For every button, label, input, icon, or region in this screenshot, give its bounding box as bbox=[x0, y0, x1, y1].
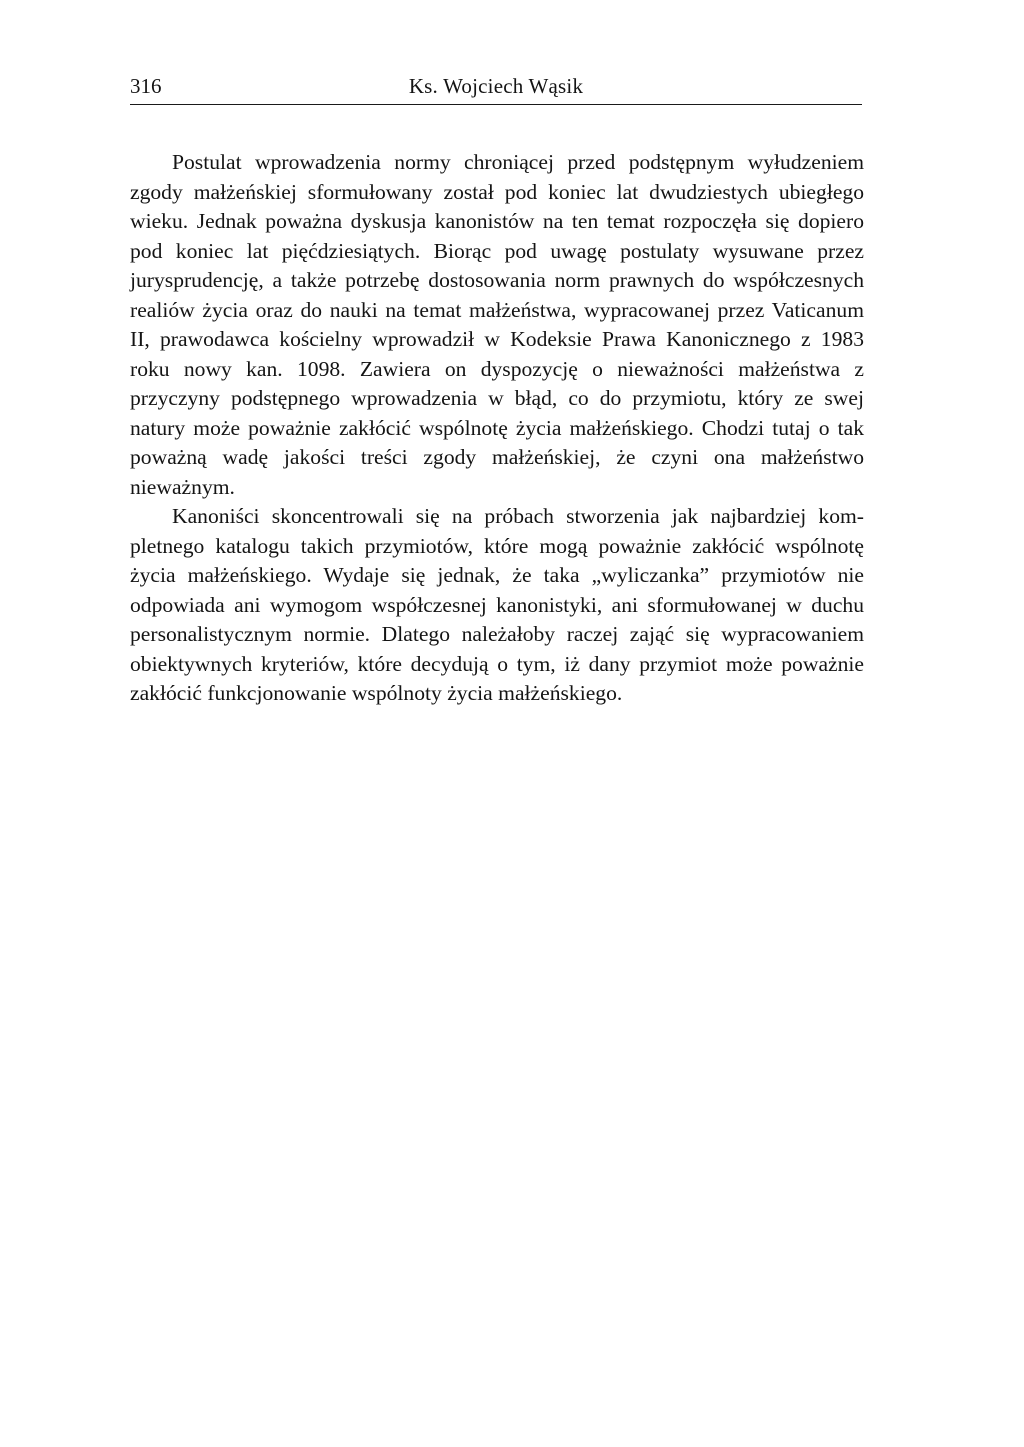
header-author: Ks. Wojciech Wąsik bbox=[408, 74, 584, 98]
paragraph-1: Postulat wprowadzenia normy chroniącej przed podstępnym wyłudzeniem zgody małżeńskiej sformułowany został pod koniec lat dwudziestych ubiegłego wieku. Jednak poważna dyskusja kanonistów na ten temat rozpoczęła się dopiero pod koniec lat pięćdziesiątych. Biorąc pod uwagę postulaty wysuwane przez jurysprudencję, a także potrzebę dostosowania norm prawnych do współczesnych realiów życia oraz do nauki na temat małżeństwa, wypracowanej przez Vaticanum II, prawodawca kościelny wprowadził w Kodeksie Prawa Kanonicznego z 1983 roku nowy kan. 1098. Zawiera on dyspozycję o nieważności małżeństwa z przyczyny podstępnego wprowadzenia w błąd, co do przymiotu, który ze swej natury może poważnie zakłócić wspólnotę życia małżeńskiego. Chodzi tutaj o tak poważną wadę jakości treści zgody małżeńskiej, że czyni ona małżeństwo nieważnym. bbox=[130, 150, 864, 499]
paragraph-2: Kanoniści skoncentrowali się na próbach stworzenia jak najbardziej kompletnego katalogu takich przymiotów, które mogą poważnie zakłócić wspólnotę życia małżeńskiego. Wydaje się jednak, że taka „wyliczanka” przymiotów nie odpowiada ani wymogom współczesnej kanonistyki, ani sformułowanej w duchu personalistycznym normie. Dlatego należałoby raczej zająć się wypracowaniem obiektywnych kryteriów, które decydują o tym, iż dany przymiot może poważnie zakłócić funkcjonowanie wspólnoty życia małżeńskiego. bbox=[130, 504, 864, 705]
running-header bbox=[130, 70, 862, 105]
body-text bbox=[130, 148, 864, 709]
page-number: 316 bbox=[130, 74, 162, 98]
